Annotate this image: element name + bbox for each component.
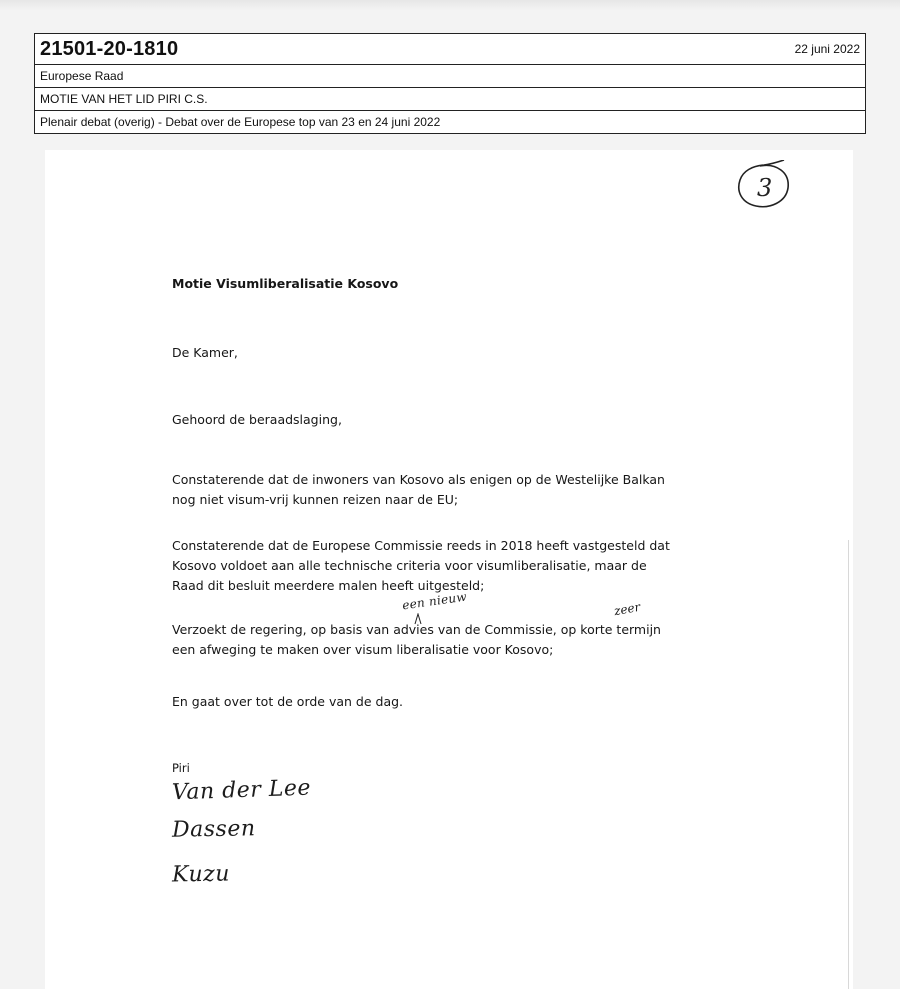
header-row-debate (35, 110, 865, 133)
signer-name: Piri (172, 761, 190, 775)
document-date: 22 juni 2022 (794, 42, 860, 56)
request-line-1: Verzoekt de regering, op basis van advies van de Commissie, op korte termijn (172, 622, 661, 637)
page-mark-text: 3 (757, 174, 773, 202)
consideration-2-line-1: Constaterende dat de Europese Commissie reeds in 2018 heeft vastgesteld dat (172, 538, 670, 553)
signature-kuzu: Kuzu (171, 861, 231, 888)
header-row-number (35, 34, 865, 64)
handwritten-insert-zeer: zeer (612, 599, 642, 619)
committee-name: Europese Raad (40, 69, 124, 83)
document-header (34, 33, 866, 134)
salutation: De Kamer, (172, 345, 238, 360)
closing-line: En gaat over tot de orde van de dag. (172, 694, 404, 709)
consideration-1-line-2: nog niet visum-vrij kunnen reizen naar de EU; (172, 492, 459, 507)
consideration-1 (172, 470, 752, 510)
header-row-committee (35, 64, 865, 87)
signature-van-der-lee: Van der Lee (171, 775, 312, 806)
consideration-2-line-3: Raad dit besluit meerdere malen heeft uitgesteld; (172, 578, 485, 593)
debate-title: Plenair debat (overig) - Debat over de Europese top van 23 en 24 juni 2022 (40, 115, 441, 129)
signature-dassen: Dassen (171, 816, 256, 843)
consideration-2 (172, 536, 752, 596)
request-paragraph (172, 620, 752, 660)
consideration-2-line-2: Kosovo voldoet aan alle technische criteria voor visumliberalisatie, maar de (172, 558, 647, 573)
viewer-top-edge (0, 0, 900, 10)
request-line-2: een afweging te maken over visum liberalisatie voor Kosovo; (172, 642, 554, 657)
document-number: 21501-20-1810 (40, 38, 179, 60)
heard-line: Gehoord de beraadslaging, (172, 412, 342, 427)
consideration-1-line-1: Constaterende dat de inwoners van Kosovo als enigen op de Westelijke Balkan (172, 472, 665, 487)
handwritten-insert-een-nieuw: een nieuw (401, 589, 468, 613)
header-row-motion-type (35, 87, 865, 110)
circled-page-number (732, 160, 794, 212)
motion-type: MOTIE VAN HET LID PIRI C.S. (40, 92, 208, 106)
motion-title: Motie Visumliberalisatie Kosovo (172, 276, 399, 291)
page-edge (848, 540, 849, 989)
